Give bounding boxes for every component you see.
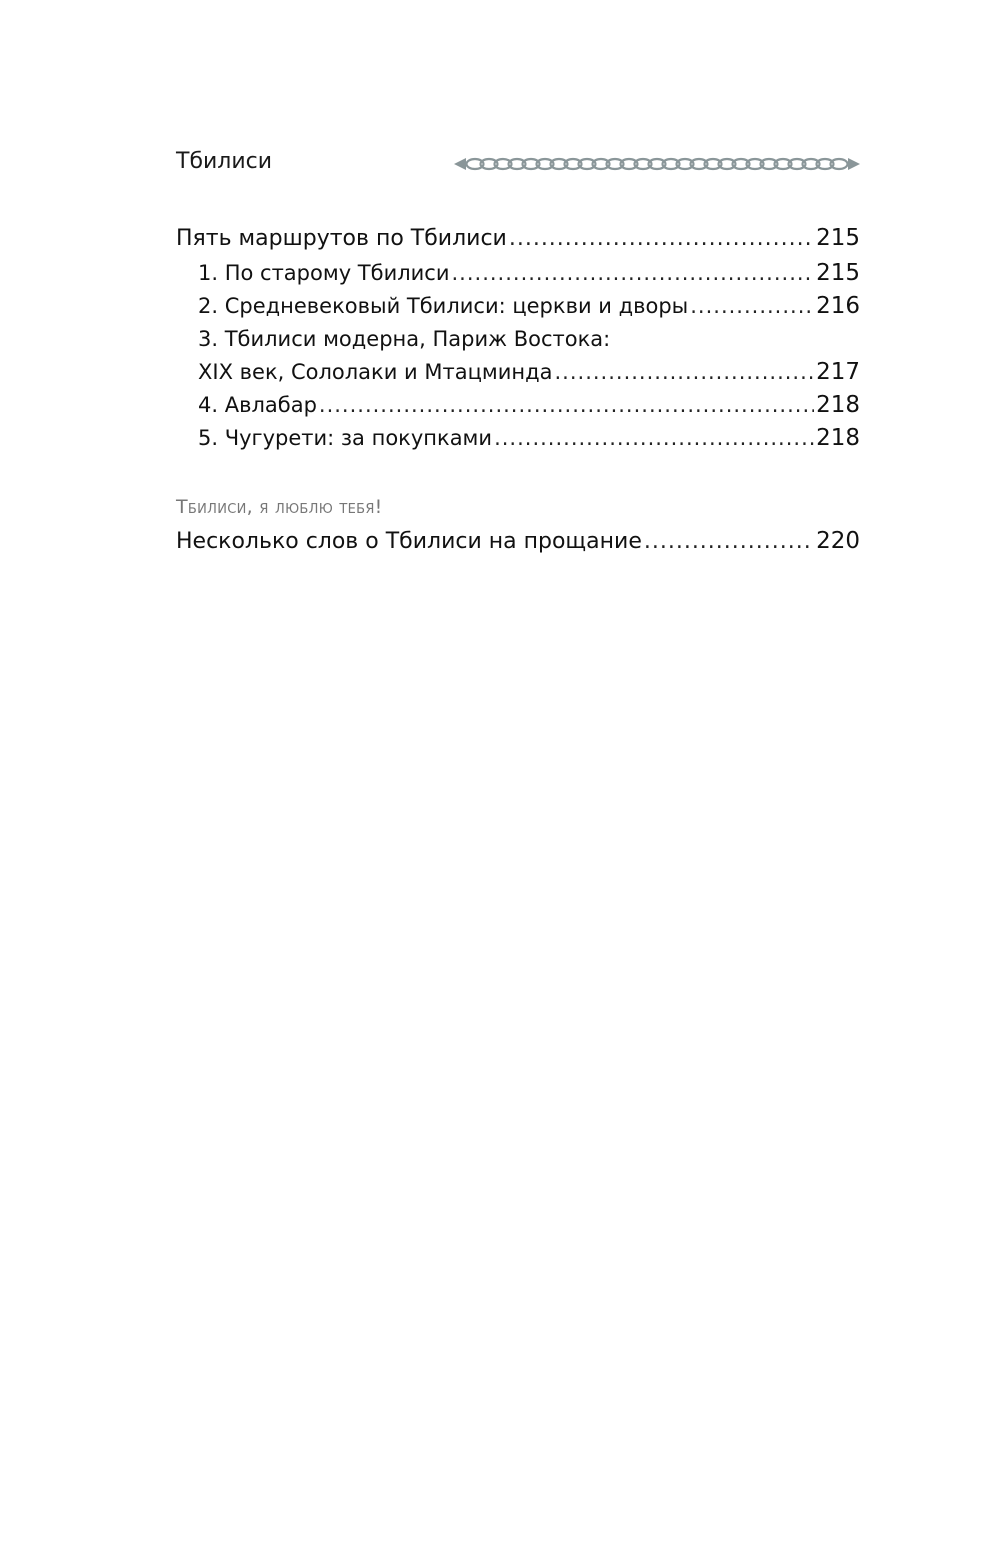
table-of-contents [176,220,860,560]
section-title: Тбилиси, я люблю тебя! [176,496,383,518]
section-gap [176,455,860,475]
toc-entry-five-routes[interactable] [176,220,860,257]
toc-entry-title: 2. Средневековый Тбилиси: церкви и дворы [198,294,689,318]
dot-leader [690,290,814,323]
toc-entry-route-4[interactable] [176,389,860,422]
running-header-title: Тбилиси [176,149,273,174]
dot-leader [452,257,815,290]
toc-entry-title-line2-row [176,356,860,389]
toc-entry-title: 1. По старому Тбилиси [198,261,450,285]
toc-entry-title: 5. Чугурети: за покупками [198,426,493,450]
toc-page-number: 218 [816,425,860,451]
toc-entry-title: 4. Авлабар [198,393,317,417]
braided-ornament-icon [452,153,862,175]
toc-entry-route-1[interactable] [176,257,860,290]
toc-page-number: 216 [816,293,860,319]
dot-leader [494,422,814,455]
toc-entry-farewell[interactable] [176,523,860,560]
toc-entry-title-line1: 3. Тбилиси модерна, Париж Востока: [198,327,611,351]
toc-entry-title: Пять маршрутов по Тбилиси [176,226,507,251]
toc-entry-route-3[interactable] [176,323,860,389]
toc-entry-title-line2: XIX век, Сололаки и Мтацминда [198,360,553,384]
toc-entry-route-2[interactable] [176,290,860,323]
dot-leader [644,524,814,560]
dot-leader [509,221,814,257]
toc-entry-route-5[interactable] [176,422,860,455]
toc-page-number: 218 [816,392,860,418]
dot-leader [319,389,814,422]
toc-page-number: 220 [816,528,860,554]
toc-page-number: 215 [816,225,860,251]
toc-entry-title: Несколько слов о Тбилиси на прощание [176,529,642,554]
toc-page-number: 215 [816,260,860,286]
dot-leader [555,356,815,389]
toc-page-number: 217 [816,359,860,385]
